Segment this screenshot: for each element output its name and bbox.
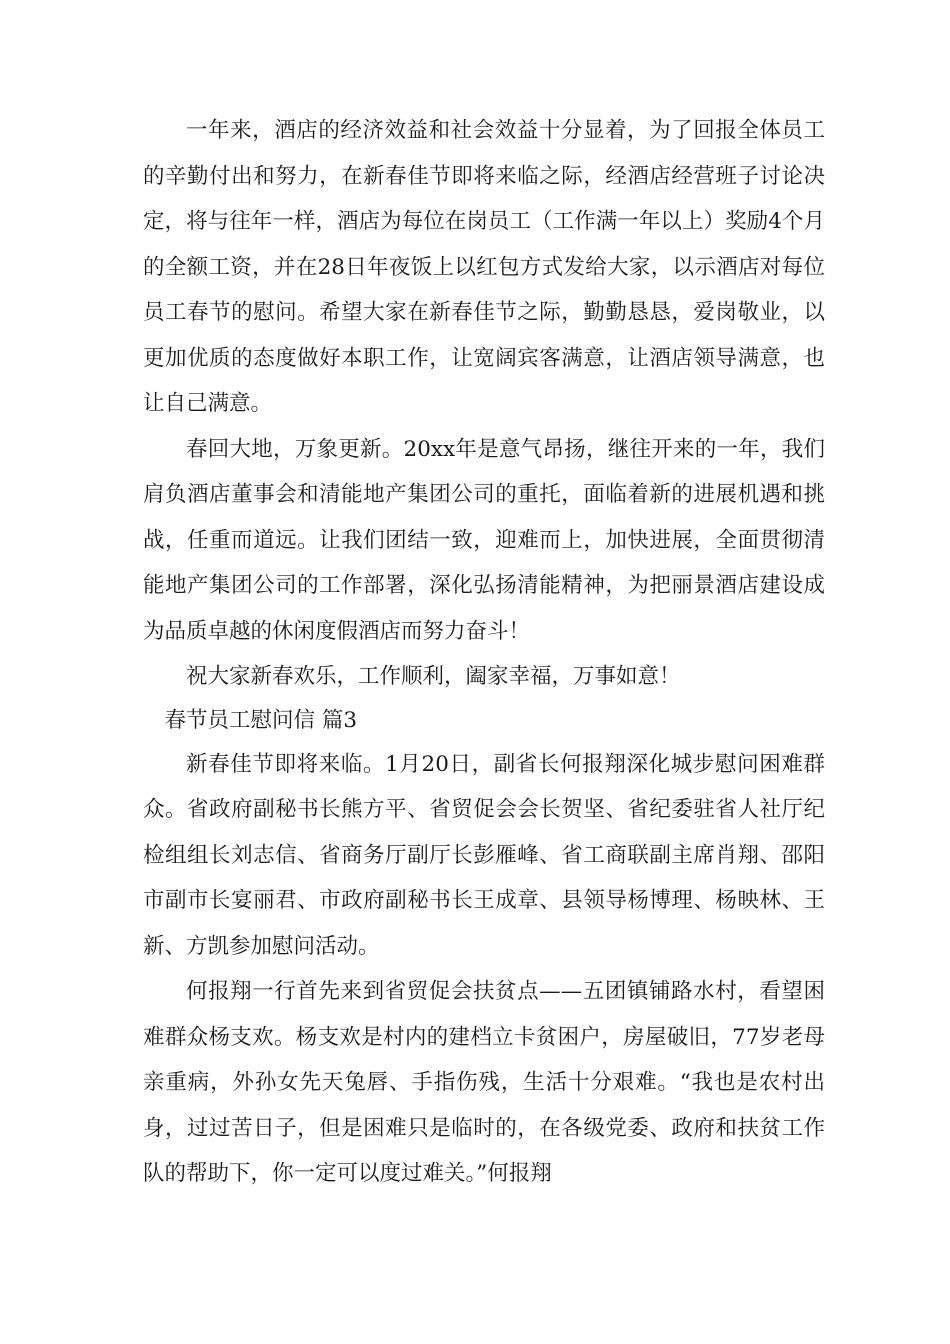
paragraph-bonus-announcement: 一年来，酒店的经济效益和社会效益十分显着，为了回报全体员工的辛勤付出和努力，在新春佳节即将来临之际，经酒店经营班子讨论决定，将与往年一样，酒店为每位在岗员工（工作满一年以上）奖励4个月的全额工资，并在28日年夜饭上以红包方式发给大家，以示酒店对每位员工春节的慰问。希望大家在新春佳节之际，勤勤恳恳，爱岗敬业，以更加优质的态度做好本职工作，让宽阔宾客满意，让酒店领导满意，也让自己满意。 [143, 118, 825, 416]
paragraph-visit-overview: 新春佳节即将来临。1月20日，副省长何报翔深化城步慰问困难群众。省政府副秘书长熊方平、省贸促会会长贺坚、省纪委驻省人社厅纪检组组长刘志信、省商务厅副厅长彭雁峰、省工商联副主席肖翔、邵阳市副市长宴丽君、市政府副秘书长王成章、县领导杨博理、杨映林、王新、方凯参加慰问活动。 [143, 751, 825, 959]
paragraph-visit-details: 何报翔一行首先来到省贸促会扶贫点——五团镇铺路水村，看望困难群众杨支欢。杨支欢是村内的建档立卡贫困户，房屋破旧，77岁老母亲重病，外孙女先天兔唇、手指伤残，生活十分艰难。“我也是农村出身，过过苦日子，但是困难只是临时的，在各级党委、政府和扶贫工作队的帮助下，你一定可以度过难关。”何报翔 [143, 979, 825, 1186]
paragraph-new-year-outlook: 春回大地，万象更新。20xx年是意气昂扬，继往开来的一年，我们肩负酒店董事会和清能地产集团公司的重托，面临着新的进展机遇和挑战，任重而道远。让我们团结一致，迎难而上，加快进展，全面贯彻清能地产集团公司的工作部署，深化弘扬清能精神，为把丽景酒店建设成为品质卓越的休闲度假酒店而努力奋斗！ [143, 436, 825, 644]
paragraph-blessing: 祝大家新春欢乐，工作顺利，阖家幸福，万事如意！ [186, 664, 681, 689]
section-heading: 春节员工慰问信 篇3 [164, 707, 358, 733]
document-body [143, 108, 825, 1197]
